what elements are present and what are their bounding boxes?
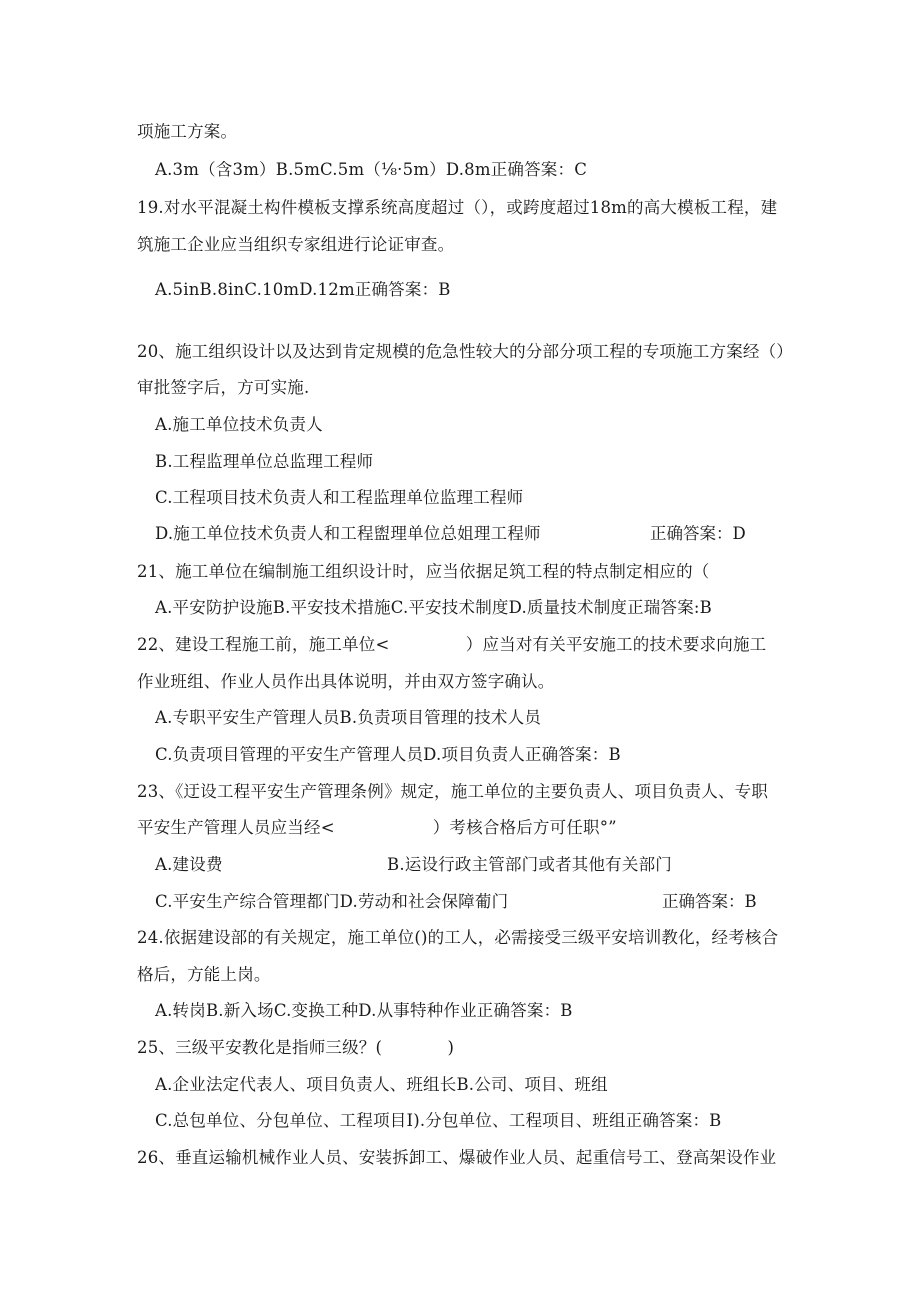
question-line: 审批签字后，方可实施. [137, 378, 310, 397]
question-line: 20、施工组织设计以及达到肯定规模的危急性较大的分部分项工程的专项施工方案经（） [137, 342, 793, 361]
question-line: 平安生产管理人员应当经< ）考核合格后方可任职°” [137, 818, 617, 837]
question-line: 23、《迂设工程平安生产管理条例》规定，施工单位的主要负责人、项目负责人、专职 [137, 782, 769, 801]
text-line: 项施工方案。 [137, 122, 238, 141]
correct-answer: 正确答案：B [662, 892, 757, 911]
question-line: 26、垂直运输机械作业人员、安装拆卸工、爆破作业人员、起重信号工、登高架设作业 [137, 1148, 777, 1167]
answer-options-line: C.平安生产综合管理都门D.劳动和社会保障葡门 [155, 892, 509, 911]
answer-options-line: A.转岗B.新入场C.变换工种D.从事特种作业正确答案：B [155, 1001, 573, 1020]
answer-option: A.施工单位技术负责人 [155, 415, 323, 434]
answer-options-line: C.总包单位、分包单位、工程项目I).分包单位、工程项目、班组正确答案：B [155, 1111, 722, 1130]
answer-options-line: A.5inB.8inC.10mD.12m正确答案：B [155, 280, 451, 299]
answer-option: B.运设行政主管部门或者其他有关部门 [387, 855, 672, 874]
question-line: 格后，方能上岗。 [137, 965, 271, 984]
question-line: 22、建设工程施工前，施工单位< ）应当对有关平安施工的技术要求向施工 [137, 635, 767, 654]
question-line: 作业班组、作业人员作出具体说明，并由双方签字确认。 [137, 672, 555, 691]
question-line: 24.依据建设部的有关规定，施工单位()的工人，必需接受三级平安培训教化，经考核合 [137, 928, 779, 947]
answer-option: D.施工单位技术负责人和工程盥理单位总姐理工程师 [155, 524, 541, 543]
answer-options-line: C.负责项目管理的平安生产管理人员D.项目负责人正确答案：B [155, 745, 621, 764]
answer-options-line: A.3m（含3m）B.5mC.5m（⅛·5m）D.8m正确答案：C [155, 160, 588, 179]
answer-option: B.工程监理单位总监理工程师 [155, 452, 374, 471]
answer-options-line: A.专职平安生产管理人员B.负责项目管理的技术人员 [155, 708, 542, 727]
answer-options-line: A.平安防护设施B.平安技术措施C.平安技术制度D.质量技术制度正瑞答案:B [155, 598, 712, 617]
question-line: 19.对水平混凝土构件模板支撑系统高度超过（），或跨度超过18m的高大模板工程，建 [137, 198, 778, 217]
question-line: 筑施工企业应当组织专家组进行论证审查。 [137, 235, 455, 254]
correct-answer: 正确答案：D [650, 524, 746, 543]
answer-option: A.建设费 [155, 855, 223, 874]
question-line: 21、施工单位在编制施工组织设计时，应当依据足筑工程的特点制定相应的（ [137, 562, 710, 581]
answer-options-line: A.企业法定代表人、项目负责人、班组长B.公司、项目、班组 [155, 1075, 608, 1094]
question-line: 25、三级平安教化是指师三级？( ) [137, 1038, 455, 1057]
answer-option: C.工程项目技术负责人和工程监理单位监理工程师 [155, 488, 524, 507]
